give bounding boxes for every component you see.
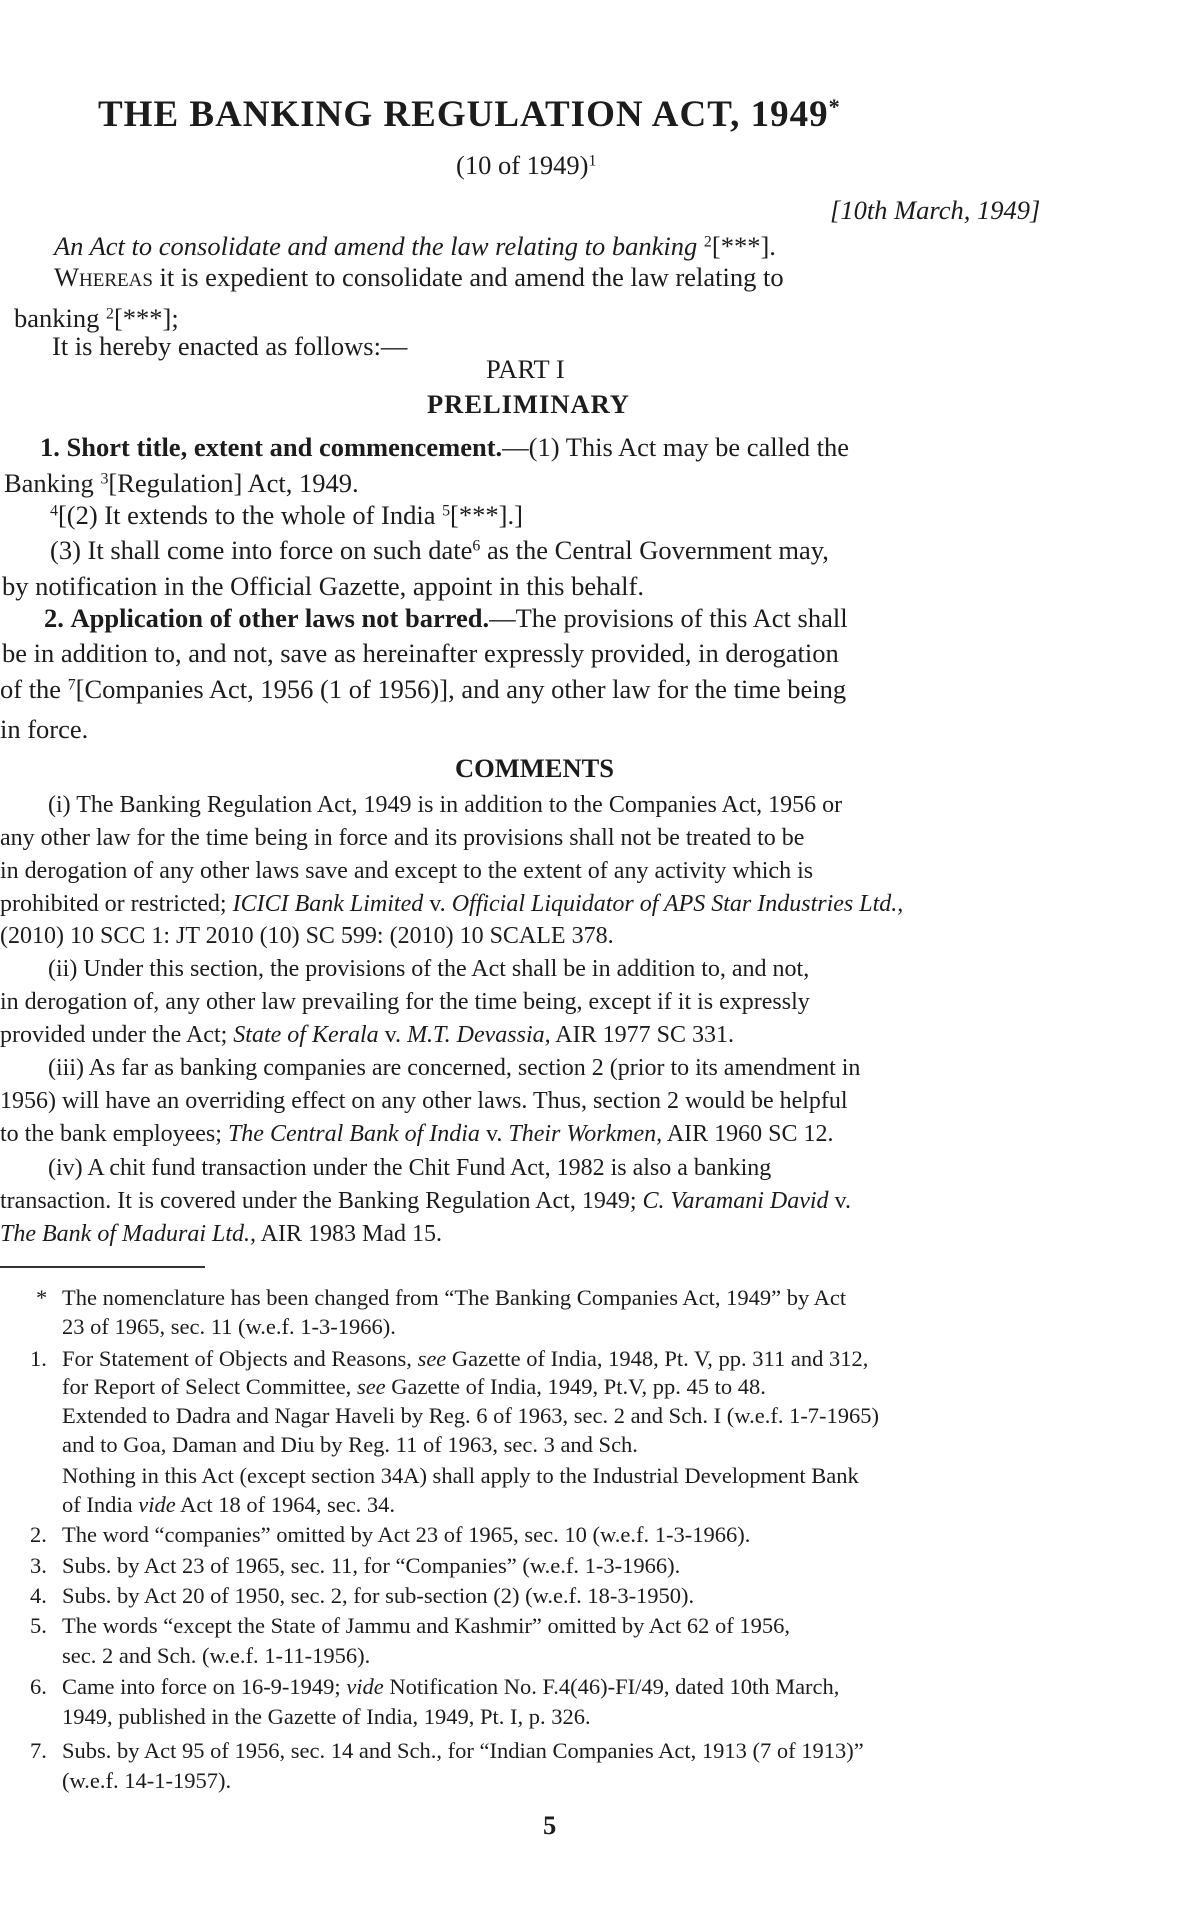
section-1-sub-3: (3) It shall come into force on such date$^6$ as the Central Government may, bbox=[50, 535, 829, 565]
footnote-7-mark: 7. bbox=[30, 1738, 47, 1763]
footnote-2-line-1: The word “companies” omitted by Act 23 of 1965, sec. 10 (w.e.f. 1-3-1966). bbox=[62, 1522, 751, 1547]
footnote-star-mark: * bbox=[36, 1285, 48, 1310]
comment-4-line-1: (iv) A chit fund transaction under the Chit Fund Act, 1982 is also a banking bbox=[48, 1155, 772, 1181]
act-title: THE BANKING REGULATION ACT, 1949* bbox=[98, 93, 841, 135]
part-label: PART I bbox=[486, 354, 565, 384]
page-number: 5 bbox=[543, 1810, 557, 1840]
footnote-6-line-2: 1949, published in the Gazette of India, 1949, Pt. I, p. 326. bbox=[62, 1704, 591, 1729]
comment-1-line-1: (i) The Banking Regulation Act, 1949 is in addition to the Companies Act, 1956 or bbox=[48, 792, 843, 818]
comments-heading: COMMENTS bbox=[455, 753, 614, 783]
footnote-4-mark: 4. bbox=[30, 1583, 47, 1608]
footnote-divider bbox=[0, 1266, 205, 1268]
section-1-sub-3-cont: by notification in the Official Gazette, appoint in this behalf. bbox=[2, 571, 644, 601]
footnote-1-line-4: and to Goa, Daman and Diu by Reg. 11 of 1963, sec. 3 and Sch. bbox=[62, 1432, 638, 1457]
footnote-star-line-2: 23 of 1965, sec. 11 (w.e.f. 1-3-1966). bbox=[62, 1314, 396, 1339]
footnote-7-line-1: Subs. by Act 95 of 1956, sec. 14 and Sch., for “Indian Companies Act, 1913 (7 of 1913)” bbox=[62, 1738, 864, 1763]
comment-1-line-3: in derogation of any other laws save and except to the extent of any activity which is bbox=[0, 858, 814, 884]
comment-4-line-2: transaction. It is covered under the Banking Regulation Act, 1949; C. Varamani David v. bbox=[0, 1188, 851, 1214]
comment-3-line-2: 1956) will have an overriding effect on any other laws. Thus, section 2 would be helpful bbox=[0, 1088, 848, 1114]
comment-2-line-3: provided under the Act; State of Kerala v. M.T. Devassia, AIR 1977 SC 331. bbox=[0, 1022, 734, 1048]
act-date: [10th March, 1949] bbox=[830, 195, 1041, 225]
section-1-line-2: Banking $^3$[Regulation] Act, 1949. bbox=[4, 468, 359, 498]
section-2-line-4: in force. bbox=[0, 714, 89, 744]
comment-1-line-5: (2010) 10 SCC 1: JT 2010 (10) SC 599: (2010) 10 SCALE 378. bbox=[0, 923, 614, 949]
footnote-1-line-3: Extended to Dadra and Nagar Haveli by Reg. 6 of 1963, sec. 2 and Sch. I (w.e.f. 1-7-1965) bbox=[62, 1403, 880, 1428]
footnote-1-line-6: of India vide Act 18 of 1964, sec. 34. bbox=[62, 1492, 396, 1517]
footnote-5-line-1: The words “except the State of Jammu and Kashmir” omitted by Act 62 of 1956, bbox=[62, 1613, 790, 1638]
section-1-sub-2: $^4$[(2) It extends to the whole of India $^5$[***].] bbox=[50, 500, 523, 530]
comment-3-line-1: (iii) As far as banking companies are concerned, section 2 (prior to its amendment in bbox=[48, 1055, 861, 1081]
footnote-2-mark: 2. bbox=[30, 1522, 47, 1547]
footnote-7-line-2: (w.e.f. 14-1-1957). bbox=[62, 1768, 232, 1793]
footnote-5-mark: 5. bbox=[30, 1613, 47, 1638]
footnote-1-line-2: for Report of Select Committee, see Gazette of India, 1949, Pt.V, pp. 45 to 48. bbox=[62, 1374, 766, 1399]
part-heading: PRELIMINARY bbox=[427, 389, 630, 419]
comment-2-line-1: (ii) Under this section, the provisions of the Act shall be in addition to, and not, bbox=[48, 956, 810, 982]
footnote-3-mark: 3. bbox=[30, 1553, 47, 1578]
footnote-1-mark: 1. bbox=[30, 1346, 47, 1371]
footnote-6-line-1: Came into force on 16-9-1949; vide Notification No. F.4(46)-FI/49, dated 10th March, bbox=[62, 1674, 840, 1699]
enacting-formula: It is hereby enacted as follows:— bbox=[52, 331, 408, 361]
long-title: An Act to consolidate and amend the law relating to banking $^2$[***]. bbox=[54, 231, 776, 261]
comment-3-line-3: to the bank employees; The Central Bank of India v. Their Workmen, AIR 1960 SC 12. bbox=[0, 1121, 834, 1147]
comment-4-line-3: The Bank of Madurai Ltd., AIR 1983 Mad 15. bbox=[0, 1221, 442, 1247]
comment-2-line-2: in derogation of, any other law prevailing for the time being, except if it is expressly bbox=[0, 989, 810, 1015]
footnote-star-line-1: The nomenclature has been changed from “The Banking Companies Act, 1949” by Act bbox=[62, 1285, 847, 1310]
footnote-4-line-1: Subs. by Act 20 of 1950, sec. 2, for sub-section (2) (w.e.f. 18-3-1950). bbox=[62, 1583, 695, 1608]
section-2-line-3: of the $^7$[Companies Act, 1956 (1 of 1956)], and any other law for the time being bbox=[0, 674, 847, 704]
whereas-clause: Whereas it is expedient to consolidate and amend the law relating to bbox=[54, 262, 784, 292]
comment-1-line-2: any other law for the time being in force and its provisions shall not be treated to be bbox=[0, 825, 805, 851]
footnote-6-mark: 6. bbox=[30, 1674, 47, 1699]
section-2-line-2: be in addition to, and not, save as hereinafter expressly provided, in derogation bbox=[2, 638, 839, 668]
footnote-3-line-1: Subs. by Act 23 of 1965, sec. 11, for “Companies” (w.e.f. 1-3-1966). bbox=[62, 1553, 681, 1578]
comment-1-line-4: prohibited or restricted; ICICI Bank Limited v. Official Liquidator of APS Star Industries Ltd., bbox=[0, 891, 904, 917]
whereas-clause-cont: banking $^2$[***]; bbox=[14, 303, 179, 333]
act-number: (10 of 1949)$^1$ bbox=[456, 150, 597, 180]
footnote-5-line-2: sec. 2 and Sch. (w.e.f. 1-11-1956). bbox=[62, 1643, 371, 1668]
section-2-heading: 2. Application of other laws not barred.—The provisions of this Act shall bbox=[44, 603, 848, 633]
footnote-1-line-5: Nothing in this Act (except section 34A) shall apply to the Industrial Development Bank bbox=[62, 1463, 859, 1488]
section-1-heading: 1. Short title, extent and commencement.—(1) This Act may be called the bbox=[40, 432, 850, 462]
footnote-1-line-1: For Statement of Objects and Reasons, see Gazette of India, 1948, Pt. V, pp. 311 and 312, bbox=[62, 1346, 869, 1371]
